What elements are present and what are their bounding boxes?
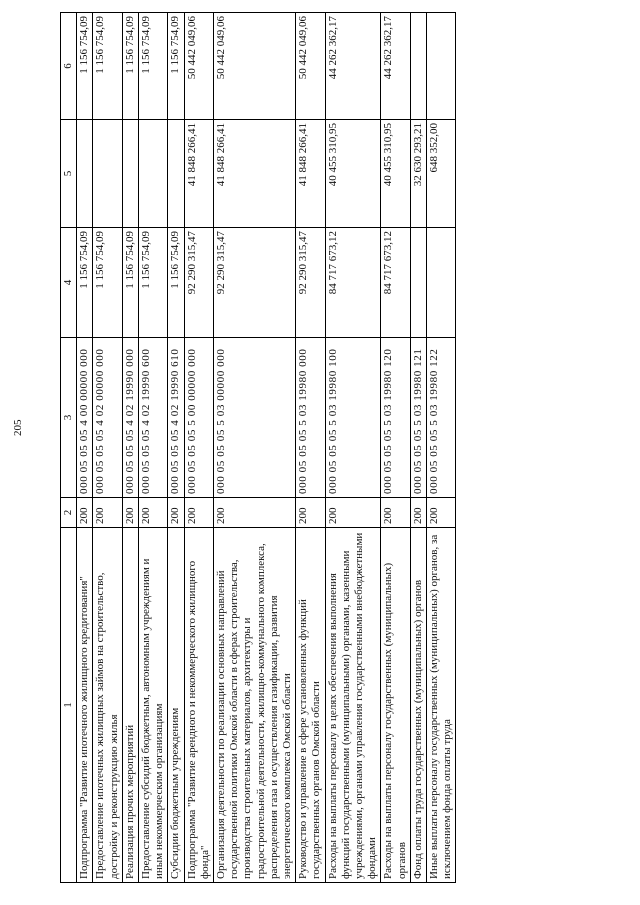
row-admin-code: 200	[296, 498, 325, 528]
row-value-col4: 1 156 754,09	[168, 228, 184, 338]
row-value-col4: 1 156 754,09	[139, 228, 168, 338]
budget-table	[60, 12, 456, 883]
table-row	[214, 13, 296, 883]
row-description: Организация деятельности по реализации основных направлений государственной политики Омской области в сферах строительства, производства строительных материалов, архитектуры и градостроительной деятельности, жилищно-коммунального комплекса, распределения газа и осуществления газификации, развития энергетического комплекса Омской области	[214, 528, 296, 883]
row-description: Предоставление ипотечных жилищных займов на строительство, достройку и реконструкцию жилья	[93, 528, 122, 883]
row-value-col5	[168, 120, 184, 228]
row-description: Предоставление субсидий бюджетным, автономным учреждениям и иным некоммерческим организациям	[139, 528, 168, 883]
row-value-col5	[139, 120, 168, 228]
header-col-5: 5	[61, 120, 77, 228]
row-classification: 000 05 05 05 5 03 00000 000	[214, 338, 296, 498]
row-value-col5: 40 455 310,95	[325, 120, 381, 228]
row-admin-code: 200	[139, 498, 168, 528]
row-admin-code: 200	[214, 498, 296, 528]
row-admin-code: 200	[184, 498, 213, 528]
row-description: Фонд оплаты труда государственных (муниципальных) органов	[410, 528, 426, 883]
table-row	[93, 13, 122, 883]
row-value-col4: 84 717 673,12	[325, 228, 381, 338]
row-description: Иные выплаты персоналу государственных (муниципальных) органов, за исключением фонда оплаты труда	[427, 528, 456, 883]
row-classification: 000 05 05 05 4 02 00000 000	[93, 338, 122, 498]
row-classification: 000 05 05 05 5 03 19980 000	[296, 338, 325, 498]
row-value-col4: 1 156 754,09	[77, 228, 93, 338]
row-value-col6: 44 262 362,17	[381, 13, 410, 120]
table-row	[184, 13, 213, 883]
row-admin-code: 200	[168, 498, 184, 528]
row-classification: 000 05 05 05 4 02 19990 610	[168, 338, 184, 498]
row-value-col5	[122, 120, 138, 228]
table-row	[77, 13, 93, 883]
row-classification: 000 05 05 05 5 00 00000 000	[184, 338, 213, 498]
row-value-col5	[93, 120, 122, 228]
row-value-col4: 92 290 315,47	[184, 228, 213, 338]
row-description: Расходы на выплаты персоналу в целях обеспечения выполнения функций государственными (муниципальными) органами, казенными учреждениями, органами управления государственными внебюджетными фондами	[325, 528, 381, 883]
row-description: Руководство и управление в сфере установленных функций государственных органов Омской области	[296, 528, 325, 883]
row-value-col6: 1 156 754,09	[77, 13, 93, 120]
row-admin-code: 200	[325, 498, 381, 528]
row-admin-code: 200	[93, 498, 122, 528]
row-description: Подпрограмма "Развитие ипотечного жилищного кредитования"	[77, 528, 93, 883]
row-value-col4: 1 156 754,09	[93, 228, 122, 338]
row-value-col6	[427, 13, 456, 120]
row-value-col6: 1 156 754,09	[139, 13, 168, 120]
row-value-col5: 32 630 293,21	[410, 120, 426, 228]
row-classification: 000 05 05 05 5 03 19980 120	[381, 338, 410, 498]
header-col-1: 1	[61, 528, 77, 883]
row-admin-code: 200	[77, 498, 93, 528]
row-classification: 000 05 05 05 4 02 19990 000	[122, 338, 138, 498]
row-admin-code: 200	[381, 498, 410, 528]
row-value-col4: 92 290 315,47	[296, 228, 325, 338]
table-row	[381, 13, 410, 883]
row-value-col4: 84 717 673,12	[381, 228, 410, 338]
rotated-page	[60, 13, 580, 883]
table-row	[122, 13, 138, 883]
row-value-col6: 50 442 049,06	[214, 13, 296, 120]
row-value-col4: 92 290 315,47	[214, 228, 296, 338]
row-description: Реализация прочих мероприятий	[122, 528, 138, 883]
row-value-col6: 44 262 362,17	[325, 13, 381, 120]
header-row	[61, 13, 77, 883]
row-value-col6: 50 442 049,06	[296, 13, 325, 120]
row-value-col6: 1 156 754,09	[122, 13, 138, 120]
row-value-col4	[410, 228, 426, 338]
row-description: Подпрограмма "Развитие арендного и некоммерческого жилищного фонда"	[184, 528, 213, 883]
table-row	[427, 13, 456, 883]
header-col-4: 4	[61, 228, 77, 338]
header-col-6: 6	[61, 13, 77, 120]
row-admin-code: 200	[122, 498, 138, 528]
row-value-col5: 41 848 266,41	[184, 120, 213, 228]
table-row	[168, 13, 184, 883]
row-admin-code: 200	[427, 498, 456, 528]
table-row	[410, 13, 426, 883]
row-description: Расходы на выплаты персоналу государственных (муниципальных) органов	[381, 528, 410, 883]
row-value-col5: 40 455 310,95	[381, 120, 410, 228]
row-value-col6	[410, 13, 426, 120]
row-value-col4: 1 156 754,09	[122, 228, 138, 338]
row-value-col5: 41 848 266,41	[296, 120, 325, 228]
row-value-col4	[427, 228, 456, 338]
row-value-col5: 41 848 266,41	[214, 120, 296, 228]
row-description: Субсидии бюджетным учреждениям	[168, 528, 184, 883]
row-value-col6: 1 156 754,09	[168, 13, 184, 120]
row-classification: 000 05 05 05 4 00 00000 000	[77, 338, 93, 498]
row-value-col6: 1 156 754,09	[93, 13, 122, 120]
row-admin-code: 200	[410, 498, 426, 528]
row-value-col5: 648 352,00	[427, 120, 456, 228]
row-value-col5	[77, 120, 93, 228]
header-col-2: 2	[61, 498, 77, 528]
header-col-3: 3	[61, 338, 77, 498]
row-value-col6: 50 442 049,06	[184, 13, 213, 120]
row-classification: 000 05 05 05 5 03 19980 122	[427, 338, 456, 498]
table-row	[325, 13, 381, 883]
table-row	[296, 13, 325, 883]
row-classification: 000 05 05 05 5 03 19980 100	[325, 338, 381, 498]
table-row	[139, 13, 168, 883]
row-classification: 000 05 05 05 5 03 19980 121	[410, 338, 426, 498]
page-number: 205	[12, 419, 24, 436]
row-classification: 000 05 05 05 4 02 19990 600	[139, 338, 168, 498]
